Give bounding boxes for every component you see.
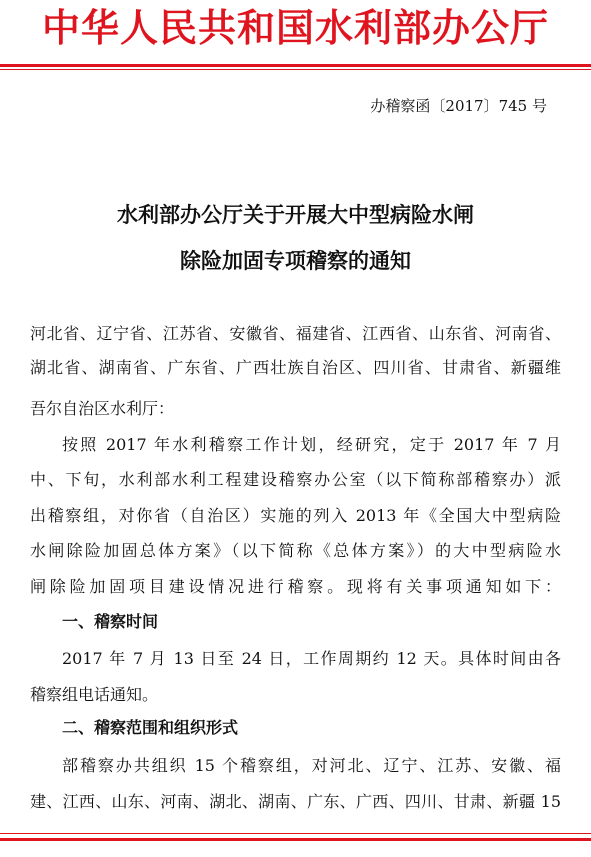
document-number: 办稽察函〔2017〕745 号 xyxy=(370,97,547,115)
masthead-org-name: 中华人民共和国水利部办公厅 xyxy=(41,5,549,50)
intro-paragraph-line: 闸除险加固项目建设情况进行稽察。现将有关事项通知如下： xyxy=(30,577,561,596)
document-title-line-2: 除险加固专项稽察的通知 xyxy=(180,249,411,273)
section-2-line: 建、江西、山东、河南、湖北、湖南、广东、广西、四川、甘肃、新疆 15 xyxy=(30,792,561,811)
section-1-heading: 一、稽察时间 xyxy=(62,612,159,631)
section-2-line: 部稽察办共组织 15 个稽察组，对河北、辽宁、江苏、安徽、福 xyxy=(62,756,561,775)
intro-paragraph-line: 按照 2017 年水利稽察工作计划，经研究，定于 2017 年 7 月 xyxy=(62,435,561,454)
recipients-line: 吾尔自治区水利厅： xyxy=(30,399,175,418)
intro-paragraph-line: 出稽察组，对你省（自治区）实施的列入 2013 年《全国大中型病险 xyxy=(30,506,561,525)
section-2-heading: 二、稽察范围和组织形式 xyxy=(62,718,239,737)
footer-rule-thin xyxy=(0,833,591,834)
document-title-line-1: 水利部办公厅关于开展大中型病险水闸 xyxy=(117,203,474,227)
recipients-line: 河北省、辽宁省、江苏省、安徽省、福建省、江西省、山东省、河南省、 xyxy=(30,324,561,343)
intro-paragraph-line: 中、下旬，水利部水利工程建设稽察办公室（以下简称部稽察办）派 xyxy=(30,470,561,489)
intro-paragraph-line: 水闸除险加固总体方案》（以下简称《总体方案》）的大中型病险水 xyxy=(30,541,561,560)
footer-rule-thick xyxy=(0,838,591,841)
masthead-rule-thick xyxy=(0,64,591,67)
masthead-rule-thin xyxy=(0,69,591,70)
section-1-line: 稽察组电话通知。 xyxy=(30,685,159,704)
section-1-line: 2017 年 7 月 13 日至 24 日，工作周期约 12 天。具体时间由各 xyxy=(62,649,561,668)
recipients-line: 湖北省、湖南省、广东省、广西壮族自治区、四川省、甘肃省、新疆维 xyxy=(30,358,561,377)
